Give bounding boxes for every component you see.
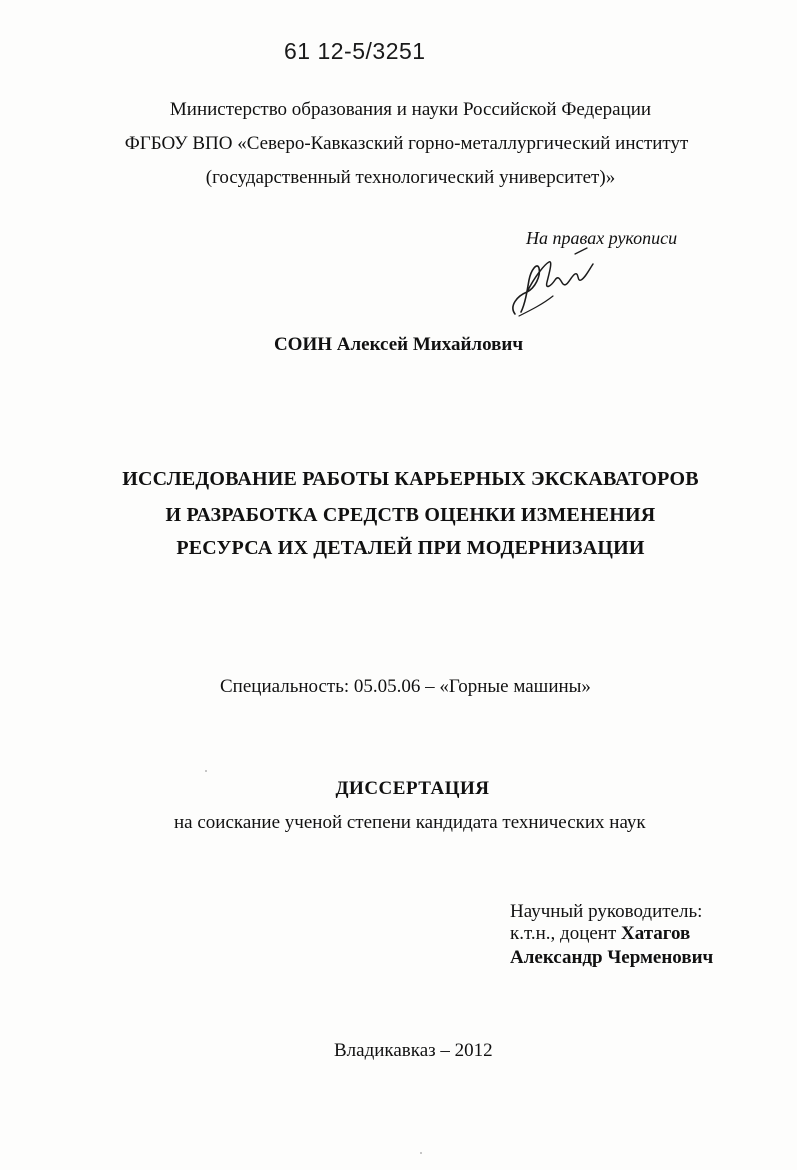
degree-line: на соискание ученой степени кандидата технических наук <box>174 812 646 833</box>
title-line-3: РЕСУРСА ИХ ДЕТАЛЕЙ ПРИ МОДЕРНИЗАЦИИ <box>176 537 645 559</box>
author-name: СОИН Алексей Михайлович <box>273 334 524 355</box>
archive-stamp-number: 61 12-5/3251 <box>284 38 426 64</box>
supervisor-surname: Хатагов <box>621 923 691 944</box>
ministry-line: Министерство образования и науки Российской Федерации <box>169 99 652 120</box>
title-line-2: И РАЗРАБОТКА СРЕДСТВ ОЦЕНКИ ИЗМЕНЕНИЯ <box>165 504 656 526</box>
university-line: (государственный технологический университет)» <box>205 167 616 188</box>
specialty-line: Специальность: 05.05.06 – «Горные машины» <box>220 676 591 697</box>
supervisor-label: Научный руководитель: <box>510 901 703 922</box>
supervisor-rank-line <box>510 922 690 946</box>
dissertation-label: ДИССЕРТАЦИЯ <box>335 778 490 799</box>
paper-speck <box>420 1152 422 1154</box>
paper-speck <box>205 770 207 772</box>
signature-icon <box>505 246 600 321</box>
manuscript-rights-note: На правах рукописи <box>526 228 678 248</box>
supervisor-rank: к.т.н., доцент <box>510 923 617 944</box>
city-year: Владикавказ – 2012 <box>334 1040 493 1061</box>
title-line-1: ИССЛЕДОВАНИЕ РАБОТЫ КАРЬЕРНЫХ ЭКСКАВАТОРОВ <box>122 468 699 490</box>
supervisor-name: Александр Черменович <box>510 947 714 968</box>
institute-line: ФГБОУ ВПО «Северо-Кавказский горно-металлургический институт <box>124 133 689 154</box>
